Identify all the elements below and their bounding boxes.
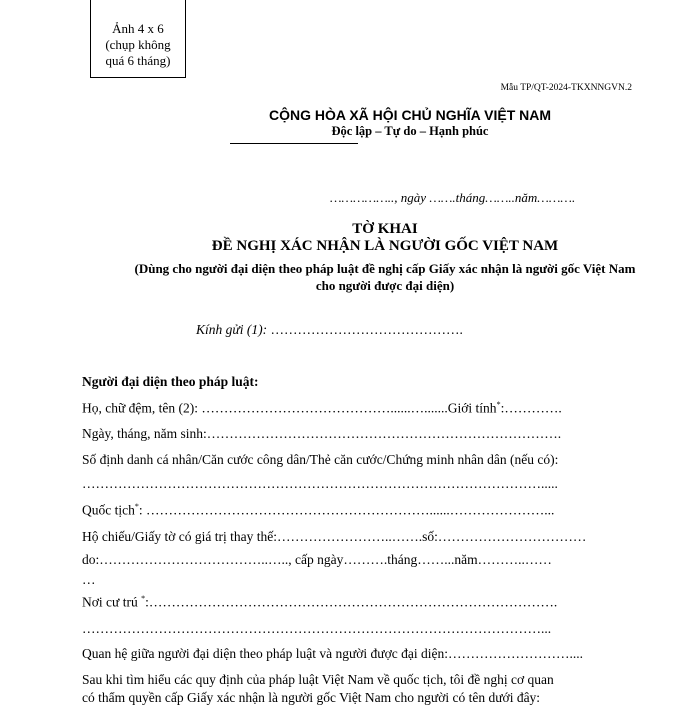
- place-date-line: …………….., ngày …….tháng……..năm……….: [330, 190, 576, 205]
- field-residence-extra[interactable]: …………………………………………………………………………………………...: [82, 621, 552, 636]
- field-nationality-label: Quốc tịch: [82, 502, 135, 518]
- field-full-name[interactable]: [82, 400, 617, 417]
- field-id-number-label: Số định danh cá nhân/Căn cước công dân/Thẻ căn cước/Chứng minh nhân dân (nếu có):: [82, 452, 559, 467]
- national-motto: Độc lập – Tự do – Hạnh phúc: [331, 124, 489, 138]
- recipient-label: Kính gửi (1):: [196, 322, 268, 337]
- document-subtitle: ĐỀ NGHỊ XÁC NHẬN LÀ NGƯỜI GỐC VIỆT NAM: [211, 238, 559, 254]
- field-residence-label: Nơi cư trú: [82, 594, 138, 610]
- field-full-name-label: Họ, chữ đệm, tên (2): ……………………………………......….......Giới tính: [82, 400, 497, 416]
- field-issue-info-tail: …: [82, 572, 96, 587]
- field-gender-blank: :………….: [500, 400, 562, 416]
- field-nationality[interactable]: [82, 502, 617, 519]
- photo-placeholder-box: [90, 0, 186, 78]
- field-issue-info[interactable]: do:………………………………..….., cấp ngày……….tháng……...năm………..……: [82, 552, 552, 567]
- motto-underline: [230, 143, 358, 144]
- required-star: *: [496, 400, 501, 409]
- photo-note-line1: (chụp không: [105, 37, 171, 52]
- field-passport[interactable]: Hộ chiếu/Giấy tờ có giá trị thay thế:……………………..…….số:……………………………: [82, 529, 587, 544]
- field-nationality-blank: : ………………………………………………………......…………………...: [138, 502, 555, 518]
- field-residence[interactable]: [82, 594, 617, 611]
- document-title: TỜ KHAI: [352, 221, 418, 237]
- recipient-blank[interactable]: …………………………………….: [270, 322, 463, 337]
- required-star: *: [141, 594, 146, 603]
- photo-size-label: Ảnh 4 x 6: [112, 21, 164, 36]
- national-title: CỘNG HÒA XÃ HỘI CHỦ NGHĨA VIỆT NAM: [268, 107, 552, 123]
- field-residence-blank: :……………………………………………………………………………….: [145, 594, 558, 610]
- recipient-line: [196, 322, 463, 338]
- request-paragraph-line2: có thẩm quyền cấp Giấy xác nhận là người gốc Việt Nam cho người có tên dưới đây:: [82, 690, 541, 705]
- photo-note-line2: quá 6 tháng): [105, 53, 171, 68]
- required-star: *: [134, 502, 139, 511]
- field-id-number-blank[interactable]: ………………………………………………………………………………………….....: [82, 476, 558, 491]
- field-date-of-birth[interactable]: Ngày, tháng, năm sinh:…………………………………………………………………….: [82, 426, 562, 441]
- form-code: Mẫu TP/QT-2024-TKXNNGVN.2: [500, 83, 632, 93]
- request-paragraph-line1: Sau khi tìm hiểu các quy định của pháp luật Việt Nam về quốc tịch, tôi đề nghị cơ quan: [82, 672, 554, 687]
- field-relationship[interactable]: Quan hệ giữa người đại diện theo pháp luật và người được đại diện:………………………....: [82, 646, 583, 661]
- document-usage-note: (Dùng cho người đại diện theo pháp luật đề nghị cấp Giấy xác nhận là người gốc Việt Nam cho người được đại diện): [134, 261, 636, 293]
- section-heading-representative: Người đại diện theo pháp luật:: [82, 374, 259, 389]
